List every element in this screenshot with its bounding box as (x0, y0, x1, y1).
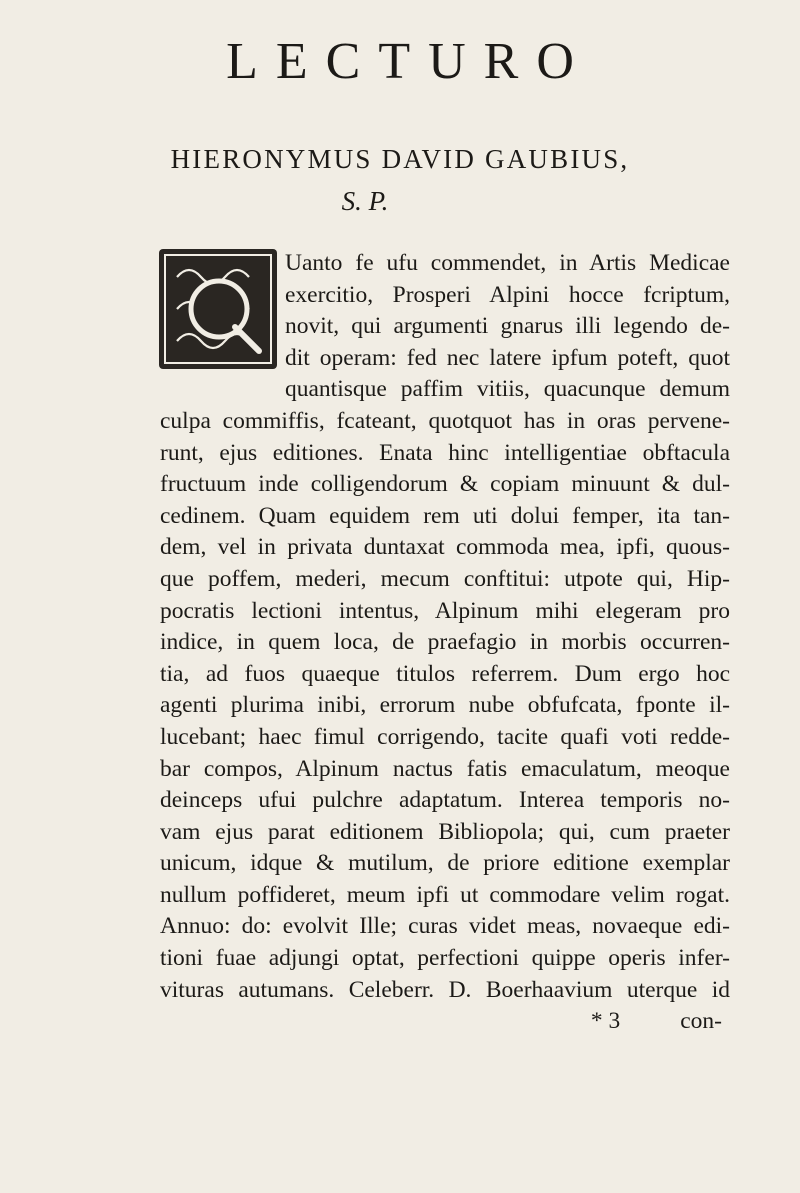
page-heading: LECTURO (226, 33, 592, 90)
text-line: fructuum inde colligendorum & copiam minuunt & dul- (160, 471, 730, 498)
catchword: con- (680, 1008, 722, 1035)
text-line: nullum poffideret, meum ipfi ut commodare velim rogat. (160, 881, 730, 908)
text-line: dit operam: fed nec latere ipfum poteft, quot (285, 344, 730, 371)
text-line: quantisque paffim vitiis, quacunque demum (285, 376, 730, 403)
text-line: agenti plurima inibi, errorum nube obfufcata, fponte il- (160, 692, 730, 719)
text-line: dem, vel in privata duntaxat commoda mea, ipfi, quous- (160, 534, 730, 561)
text-line: exercitio, Prosperi Alpini hocce fcriptum, (285, 281, 730, 308)
text-line: lucebant; haec fimul corrigendo, tacite quafi voti redde- (160, 723, 730, 750)
text-line: tioni fuae adjungi optat, perfectioni quippe operis infer- (160, 945, 730, 972)
text-line: vituras autumans. Celeberr. D. Boerhaavium uterque id (160, 976, 730, 1003)
salutation: S. P. (341, 186, 389, 216)
text-line: unicum, idque & mutilum, de priore editione exemplar (160, 850, 730, 877)
text-line: runt, ejus editiones. Enata hinc intelligentiae obftacula (160, 439, 730, 466)
text-line: indice, in quem loca, de praefagio in morbis occurren- (160, 629, 730, 656)
signature-mark: * 3 (590, 1008, 621, 1035)
text-line: cedinem. Quam equidem rem uti dolui femper, ita tan- (160, 502, 730, 529)
text-line: pocratis lectioni intentus, Alpinum mihi elegeram pro (160, 597, 730, 624)
text-line: tia, ad fuos quaeque titulos referrem. Dum ergo hoc (160, 660, 730, 687)
text-line: deinceps ufui pulchre adaptatum. Interea temporis no- (160, 787, 730, 814)
text-line: culpa commiffis, fcateant, quotquot has in oras pervene- (160, 407, 730, 434)
body-text (160, 248, 730, 1038)
text-line: vam ejus parat editionem Bibliopola; qui, cum praeter (160, 818, 730, 845)
text-line: novit, qui argumenti gnarus illi legendo de- (285, 313, 730, 340)
text-line: bar compos, Alpinum nactus fatis emaculatum, meoque (160, 755, 730, 782)
signature-line (160, 1006, 730, 1038)
text-line: que poffem, mederi, mecum conftitui: utpote qui, Hip- (160, 565, 730, 592)
text-line: Annuo: do: evolvit Ille; curas videt meas, novaeque edi- (160, 913, 730, 940)
author-line: HIERONYMUS DAVID GAUBIUS, (170, 144, 630, 174)
text-line: Uanto fe ufu commendet, in Artis Medicae (285, 250, 730, 276)
